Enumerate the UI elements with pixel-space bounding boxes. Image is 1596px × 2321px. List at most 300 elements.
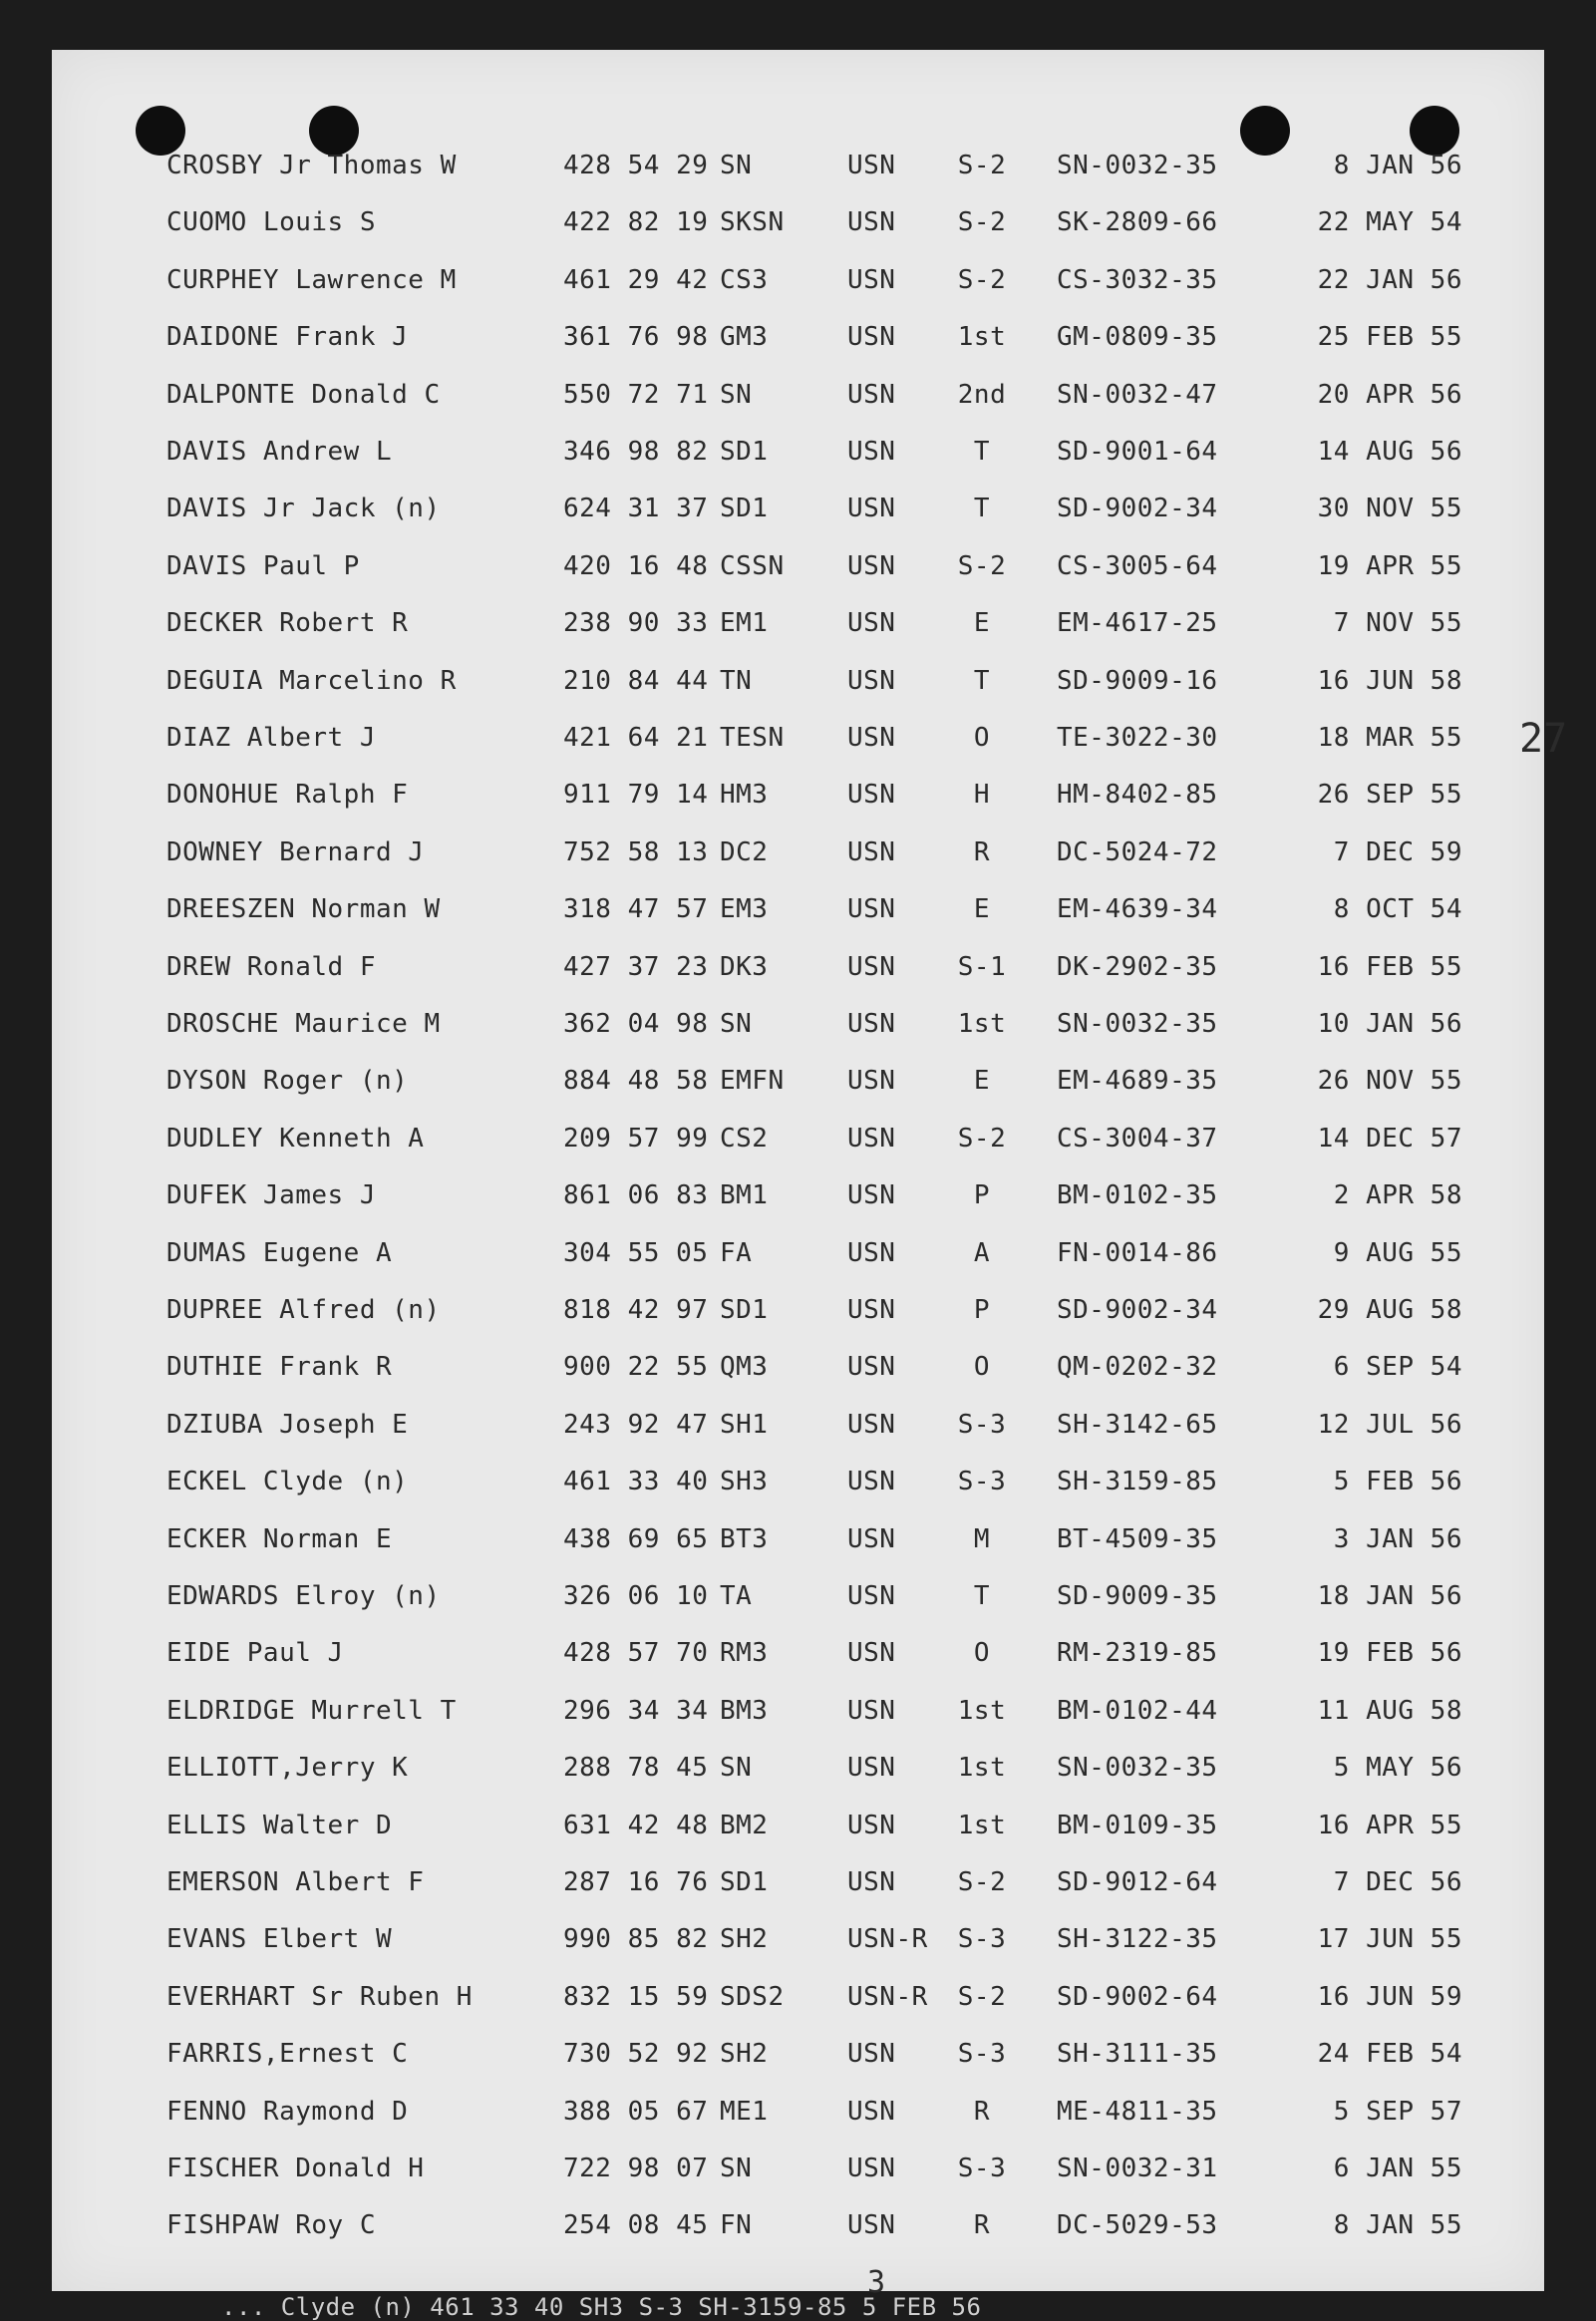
component: USN xyxy=(847,2154,896,2183)
table-row xyxy=(52,260,1544,300)
table-row xyxy=(52,1862,1544,1902)
class: S-3 xyxy=(957,1467,1007,1497)
table-row xyxy=(52,317,1544,357)
date: 24 FEB 54 xyxy=(1317,2039,1462,2070)
service-number: 304 55 05 xyxy=(563,1237,709,1268)
service-number: 427 37 23 xyxy=(563,951,709,982)
rate: CSSN xyxy=(720,550,785,581)
sailor-name: DUDLEY Kenneth A xyxy=(166,1123,425,1154)
rate: CS2 xyxy=(720,1123,769,1154)
table-row xyxy=(52,947,1544,987)
table-row xyxy=(52,1919,1544,1959)
sailor-name: DAVIS Jr Jack (n) xyxy=(166,494,441,524)
sailor-name: DZIUBA Joseph E xyxy=(166,1409,409,1440)
sailor-name: DALPONTE Donald C xyxy=(166,379,441,410)
date: 6 SEP 54 xyxy=(1333,1352,1462,1383)
service-number: 550 72 71 xyxy=(563,379,709,410)
service-number: 861 06 83 xyxy=(563,1180,709,1211)
table-row xyxy=(52,1462,1544,1501)
table-row xyxy=(52,1061,1544,1101)
component: USN xyxy=(847,780,896,811)
class: T xyxy=(973,494,991,524)
rating-code: SH-3111-35 xyxy=(1057,2039,1218,2070)
class: 1st xyxy=(957,1810,1007,1840)
rating-code: SD-9012-64 xyxy=(1057,1867,1218,1897)
table-row xyxy=(52,375,1544,415)
class: 1st xyxy=(957,1695,1007,1726)
sailor-name: ELDRIDGE Murrell T xyxy=(166,1695,457,1726)
sailor-name: EDWARDS Elroy (n) xyxy=(166,1581,441,1611)
component: USN xyxy=(847,437,896,467)
date: 9 AUG 55 xyxy=(1333,1237,1462,1268)
date: 26 SEP 55 xyxy=(1317,780,1462,811)
class: R xyxy=(973,2210,991,2241)
table-row xyxy=(52,2149,1544,2188)
class: S-2 xyxy=(957,550,1007,581)
service-number: 421 64 21 xyxy=(563,723,709,753)
date: 20 APR 56 xyxy=(1317,379,1462,410)
rate: SKSN xyxy=(720,207,785,238)
date: 17 JUN 55 xyxy=(1317,1924,1462,1955)
rate: BM3 xyxy=(720,1695,769,1726)
class: 2nd xyxy=(957,379,1007,410)
table-row xyxy=(52,2092,1544,2132)
sailor-name: DIAZ Albert J xyxy=(166,723,376,753)
class: A xyxy=(973,1237,991,1268)
rate: TN xyxy=(720,665,753,696)
class: S-2 xyxy=(957,151,1007,180)
component: USN xyxy=(847,2096,896,2127)
date: 22 MAY 54 xyxy=(1317,207,1462,238)
date: 26 NOV 55 xyxy=(1317,1066,1462,1097)
date: 7 DEC 59 xyxy=(1333,836,1462,867)
component: USN xyxy=(847,1581,896,1611)
table-row xyxy=(52,718,1544,758)
sailor-name: EMERSON Albert F xyxy=(166,1867,425,1897)
rate: QM3 xyxy=(720,1352,769,1383)
sailor-name: DONOHUE Ralph F xyxy=(166,780,409,811)
component: USN xyxy=(847,1810,896,1840)
service-number: 287 16 76 xyxy=(563,1867,709,1897)
date: 8 JAN 55 xyxy=(1333,2210,1462,2241)
sailor-name: FISHPAW Roy C xyxy=(166,2210,376,2241)
class: E xyxy=(973,894,991,925)
table-row xyxy=(52,1004,1544,1044)
table-row xyxy=(52,2205,1544,2245)
class: O xyxy=(973,1352,991,1383)
class: S-3 xyxy=(957,2154,1007,2183)
table-row xyxy=(52,832,1544,872)
rate: EM1 xyxy=(720,608,769,639)
sailor-name: DUPREE Alfred (n) xyxy=(166,1295,441,1325)
service-number: 209 57 99 xyxy=(563,1123,709,1154)
sailor-name: DOWNEY Bernard J xyxy=(166,836,425,867)
rating-code: DK-2902-35 xyxy=(1057,951,1218,982)
rating-code: BT-4509-35 xyxy=(1057,1523,1218,1554)
sailor-name: EIDE Paul J xyxy=(166,1638,344,1669)
date: 8 JAN 56 xyxy=(1333,151,1462,180)
class: 1st xyxy=(957,1009,1007,1039)
rate: TA xyxy=(720,1581,753,1611)
class: H xyxy=(973,780,991,811)
class: S-1 xyxy=(957,951,1007,982)
date: 12 JUL 56 xyxy=(1317,1409,1462,1440)
component: USN xyxy=(847,264,896,295)
table-row xyxy=(52,2034,1544,2074)
date: 6 JAN 55 xyxy=(1333,2154,1462,2183)
component: USN xyxy=(847,608,896,639)
sailor-name: EVERHART Sr Ruben H xyxy=(166,1981,473,2012)
date: 5 MAY 56 xyxy=(1333,1753,1462,1784)
service-number: 818 42 97 xyxy=(563,1295,709,1325)
rating-code: RM-2319-85 xyxy=(1057,1638,1218,1669)
table-row xyxy=(52,1519,1544,1559)
component: USN xyxy=(847,1009,896,1039)
component: USN xyxy=(847,1066,896,1097)
sailor-name: DREESZEN Norman W xyxy=(166,894,441,925)
sailor-name: ELLIS Walter D xyxy=(166,1810,393,1840)
date: 8 OCT 54 xyxy=(1333,894,1462,925)
table-row xyxy=(52,603,1544,643)
table-row xyxy=(52,1233,1544,1273)
bleed-through-line: ... Clyde (n) 461 33 40 SH3 S-3 SH-3159-85 5 FEB 56 xyxy=(221,2293,982,2321)
table-row xyxy=(52,1405,1544,1445)
rating-code: DC-5029-53 xyxy=(1057,2210,1218,2241)
rate: EM3 xyxy=(720,894,769,925)
component: USN xyxy=(847,1695,896,1726)
service-number: 911 79 14 xyxy=(563,780,709,811)
service-number: 900 22 55 xyxy=(563,1352,709,1383)
sailor-name: DUTHIE Frank R xyxy=(166,1352,393,1383)
rating-code: SN-0032-31 xyxy=(1057,2154,1218,2183)
class: T xyxy=(973,437,991,467)
class: S-2 xyxy=(957,264,1007,295)
component: USN xyxy=(847,494,896,524)
sailor-name: EVANS Elbert W xyxy=(166,1924,393,1955)
page-number: 3 xyxy=(867,2265,886,2300)
component: USN xyxy=(847,1638,896,1669)
rating-code: ME-4811-35 xyxy=(1057,2096,1218,2127)
rate: DK3 xyxy=(720,951,769,982)
service-number: 326 06 10 xyxy=(563,1581,709,1611)
rate: GM3 xyxy=(720,322,769,353)
date: 11 AUG 58 xyxy=(1317,1695,1462,1726)
rating-code: EM-4617-25 xyxy=(1057,608,1218,639)
rating-code: CS-3032-35 xyxy=(1057,264,1218,295)
sailor-name: ECKER Norman E xyxy=(166,1523,393,1554)
date: 25 FEB 55 xyxy=(1317,322,1462,353)
rating-code: BM-0109-35 xyxy=(1057,1810,1218,1840)
rate: BT3 xyxy=(720,1523,769,1554)
rating-code: TE-3022-30 xyxy=(1057,723,1218,753)
service-number: 361 76 98 xyxy=(563,322,709,353)
service-number: 422 82 19 xyxy=(563,207,709,238)
table-row xyxy=(52,1290,1544,1330)
date: 30 NOV 55 xyxy=(1317,494,1462,524)
service-number: 832 15 59 xyxy=(563,1981,709,2012)
rate: SN xyxy=(720,1753,753,1784)
class: S-2 xyxy=(957,1123,1007,1154)
service-number: 428 54 29 xyxy=(563,151,709,180)
rating-code: SN-0032-47 xyxy=(1057,379,1218,410)
rate: DC2 xyxy=(720,836,769,867)
rating-code: SD-9009-35 xyxy=(1057,1581,1218,1611)
rating-code: SK-2809-66 xyxy=(1057,207,1218,238)
sailor-name: CUOMO Louis S xyxy=(166,207,376,238)
date: 16 JUN 59 xyxy=(1317,1981,1462,2012)
rating-code: EM-4639-34 xyxy=(1057,894,1218,925)
date: 14 DEC 57 xyxy=(1317,1123,1462,1154)
sailor-name: DEGUIA Marcelino R xyxy=(166,665,457,696)
rate: SN xyxy=(720,2154,753,2183)
component: USN xyxy=(847,322,896,353)
table-row xyxy=(52,1691,1544,1731)
rate: SD1 xyxy=(720,437,769,467)
sailor-name: DUMAS Eugene A xyxy=(166,1237,393,1268)
component: USN xyxy=(847,1352,896,1383)
class: M xyxy=(973,1523,991,1554)
component: USN xyxy=(847,1467,896,1497)
rating-code: EM-4689-35 xyxy=(1057,1066,1218,1097)
rate: SN xyxy=(720,1009,753,1039)
table-row xyxy=(52,661,1544,701)
class: E xyxy=(973,1066,991,1097)
table-row xyxy=(52,1633,1544,1673)
rate: SD1 xyxy=(720,494,769,524)
table-row xyxy=(52,1119,1544,1159)
rating-code: FN-0014-86 xyxy=(1057,1237,1218,1268)
service-number: 243 92 47 xyxy=(563,1409,709,1440)
sailor-name: FISCHER Donald H xyxy=(166,2154,425,2183)
rating-code: CS-3005-64 xyxy=(1057,550,1218,581)
sailor-name: CROSBY Jr Thomas W xyxy=(166,151,457,180)
component: USN xyxy=(847,1523,896,1554)
rate: BM2 xyxy=(720,1810,769,1840)
service-number: 238 90 33 xyxy=(563,608,709,639)
side-number: 27 xyxy=(1519,716,1568,762)
component: USN xyxy=(847,894,896,925)
sailor-name: ELLIOTT,Jerry K xyxy=(166,1753,409,1784)
table-row xyxy=(52,1175,1544,1215)
service-number: 722 98 07 xyxy=(563,2154,709,2183)
class: O xyxy=(973,1638,991,1669)
class: S-3 xyxy=(957,1924,1007,1955)
class: S-3 xyxy=(957,2039,1007,2070)
rate: SDS2 xyxy=(720,1981,785,2012)
rating-code: SH-3122-35 xyxy=(1057,1924,1218,1955)
table-row xyxy=(52,202,1544,242)
date: 16 APR 55 xyxy=(1317,1810,1462,1840)
rating-code: SD-9002-34 xyxy=(1057,494,1218,524)
service-number: 288 78 45 xyxy=(563,1753,709,1784)
rate: EMFN xyxy=(720,1066,785,1097)
service-number: 752 58 13 xyxy=(563,836,709,867)
service-number: 362 04 98 xyxy=(563,1009,709,1039)
sailor-name: CURPHEY Lawrence M xyxy=(166,264,457,295)
class: O xyxy=(973,723,991,753)
table-row xyxy=(52,146,1544,185)
date: 19 FEB 56 xyxy=(1317,1638,1462,1669)
component: USN-R xyxy=(847,1981,928,2012)
sailor-name: DUFEK James J xyxy=(166,1180,376,1211)
table-row xyxy=(52,489,1544,528)
sailor-name: FENNO Raymond D xyxy=(166,2096,409,2127)
class: S-2 xyxy=(957,207,1007,238)
service-number: 631 42 48 xyxy=(563,1810,709,1840)
rate: HM3 xyxy=(720,780,769,811)
date: 18 JAN 56 xyxy=(1317,1581,1462,1611)
component: USN xyxy=(847,1867,896,1897)
date: 19 APR 55 xyxy=(1317,550,1462,581)
document-page xyxy=(52,50,1568,2321)
sailor-name: DAIDONE Frank J xyxy=(166,322,409,353)
sailor-name: DYSON Roger (n) xyxy=(166,1066,409,1097)
rate: BM1 xyxy=(720,1180,769,1211)
sailor-name: ECKEL Clyde (n) xyxy=(166,1467,409,1497)
component: USN xyxy=(847,951,896,982)
service-number: 990 85 82 xyxy=(563,1924,709,1955)
table-row xyxy=(52,1977,1544,2017)
rating-code: SN-0032-35 xyxy=(1057,151,1218,180)
service-number: 730 52 92 xyxy=(563,2039,709,2070)
rating-code: SD-9009-16 xyxy=(1057,665,1218,696)
rating-code: SN-0032-35 xyxy=(1057,1753,1218,1784)
component: USN xyxy=(847,151,896,180)
date: 7 DEC 56 xyxy=(1333,1867,1462,1897)
rating-code: GM-0809-35 xyxy=(1057,322,1218,353)
table-row xyxy=(52,889,1544,929)
sailor-name: DREW Ronald F xyxy=(166,951,376,982)
sailor-name: DAVIS Andrew L xyxy=(166,437,393,467)
table-row xyxy=(52,775,1544,815)
class: 1st xyxy=(957,322,1007,353)
service-number: 318 47 57 xyxy=(563,894,709,925)
date: 29 AUG 58 xyxy=(1317,1295,1462,1325)
service-number: 420 16 48 xyxy=(563,550,709,581)
date: 10 JAN 56 xyxy=(1317,1009,1462,1039)
component: USN xyxy=(847,1123,896,1154)
table-row xyxy=(52,1806,1544,1845)
rate: SH3 xyxy=(720,1467,769,1497)
service-number: 428 57 70 xyxy=(563,1638,709,1669)
date: 16 FEB 55 xyxy=(1317,951,1462,982)
rate: CS3 xyxy=(720,264,769,295)
service-number: 884 48 58 xyxy=(563,1066,709,1097)
table-row xyxy=(52,546,1544,586)
service-number: 438 69 65 xyxy=(563,1523,709,1554)
rate: SN xyxy=(720,379,753,410)
service-number: 388 05 67 xyxy=(563,2096,709,2127)
component: USN xyxy=(847,1409,896,1440)
rating-code: SD-9002-34 xyxy=(1057,1295,1218,1325)
date: 22 JAN 56 xyxy=(1317,264,1462,295)
table-row xyxy=(52,1748,1544,1788)
rate: SN xyxy=(720,151,753,180)
rating-code: SH-3142-65 xyxy=(1057,1409,1218,1440)
component: USN xyxy=(847,1295,896,1325)
date: 14 AUG 56 xyxy=(1317,437,1462,467)
date: 7 NOV 55 xyxy=(1333,608,1462,639)
rate: FA xyxy=(720,1237,753,1268)
service-number: 624 31 37 xyxy=(563,494,709,524)
rate: SD1 xyxy=(720,1295,769,1325)
service-number: 254 08 45 xyxy=(563,2210,709,2241)
rating-code: SH-3159-85 xyxy=(1057,1467,1218,1497)
table-row xyxy=(52,1576,1544,1616)
component: USN xyxy=(847,836,896,867)
date: 3 JAN 56 xyxy=(1333,1523,1462,1554)
rate: FN xyxy=(720,2210,753,2241)
rating-code: SD-9001-64 xyxy=(1057,437,1218,467)
component: USN xyxy=(847,1180,896,1211)
class: T xyxy=(973,1581,991,1611)
service-number: 346 98 82 xyxy=(563,437,709,467)
sailor-name: DAVIS Paul P xyxy=(166,550,360,581)
class: P xyxy=(973,1180,991,1211)
sailor-name: DROSCHE Maurice M xyxy=(166,1009,441,1039)
component: USN xyxy=(847,2210,896,2241)
component: USN xyxy=(847,379,896,410)
class: 1st xyxy=(957,1753,1007,1784)
table-row xyxy=(52,432,1544,472)
rating-code: BM-0102-35 xyxy=(1057,1180,1218,1211)
rating-code: DC-5024-72 xyxy=(1057,836,1218,867)
class: S-2 xyxy=(957,1981,1007,2012)
rate: SH1 xyxy=(720,1409,769,1440)
rate: TESN xyxy=(720,723,785,753)
service-number: 461 29 42 xyxy=(563,264,709,295)
rating-code: BM-0102-44 xyxy=(1057,1695,1218,1726)
component: USN-R xyxy=(847,1924,928,1955)
component: USN xyxy=(847,207,896,238)
component: USN xyxy=(847,665,896,696)
date: 5 SEP 57 xyxy=(1333,2096,1462,2127)
component: USN xyxy=(847,723,896,753)
rating-code: SN-0032-35 xyxy=(1057,1009,1218,1039)
rating-code: QM-0202-32 xyxy=(1057,1352,1218,1383)
class: T xyxy=(973,665,991,696)
rate: ME1 xyxy=(720,2096,769,2127)
class: P xyxy=(973,1295,991,1325)
table-row xyxy=(52,1347,1544,1387)
rate: RM3 xyxy=(720,1638,769,1669)
service-number: 296 34 34 xyxy=(563,1695,709,1726)
service-number: 461 33 40 xyxy=(563,1467,709,1497)
date: 16 JUN 58 xyxy=(1317,665,1462,696)
sailor-name: FARRIS,Ernest C xyxy=(166,2039,409,2070)
component: USN xyxy=(847,550,896,581)
class: R xyxy=(973,2096,991,2127)
rate: SD1 xyxy=(720,1867,769,1897)
rating-code: CS-3004-37 xyxy=(1057,1123,1218,1154)
rating-code: SD-9002-64 xyxy=(1057,1981,1218,2012)
class: E xyxy=(973,608,991,639)
sailor-name: DECKER Robert R xyxy=(166,608,409,639)
component: USN xyxy=(847,1237,896,1268)
class: S-3 xyxy=(957,1409,1007,1440)
date: 5 FEB 56 xyxy=(1333,1467,1462,1497)
rate: SH2 xyxy=(720,1924,769,1955)
rating-code: HM-8402-85 xyxy=(1057,780,1218,811)
date: 18 MAR 55 xyxy=(1317,723,1462,753)
class: R xyxy=(973,836,991,867)
date: 2 APR 58 xyxy=(1333,1180,1462,1211)
service-number: 210 84 44 xyxy=(563,665,709,696)
component: USN xyxy=(847,1753,896,1784)
rate: SH2 xyxy=(720,2039,769,2070)
class: S-2 xyxy=(957,1867,1007,1897)
component: USN xyxy=(847,2039,896,2070)
